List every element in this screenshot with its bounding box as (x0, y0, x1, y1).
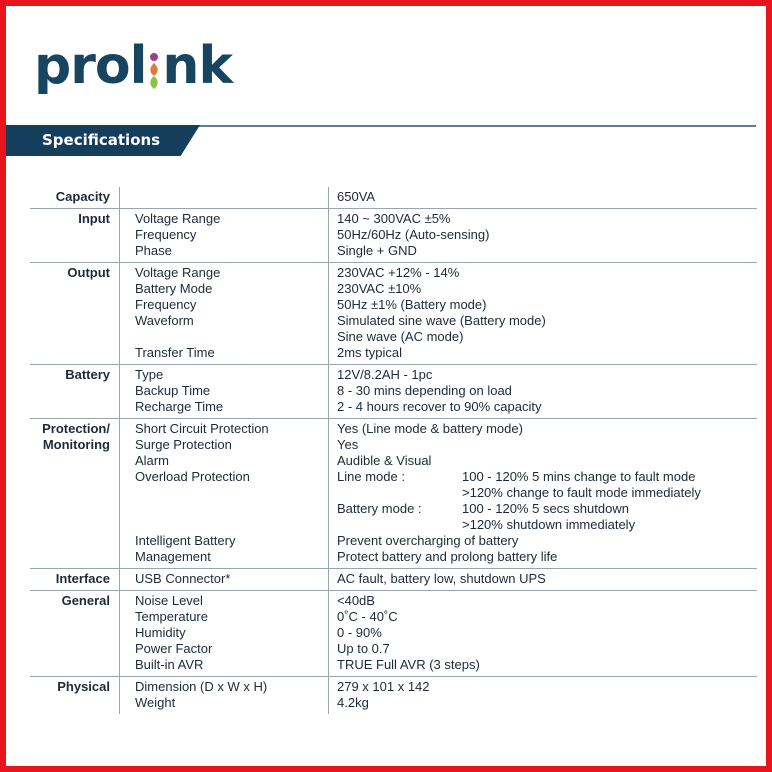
spec-category: Capacity (55, 189, 110, 204)
spec-label: Alarm (135, 453, 169, 468)
spec-value: 50Hz ±1% (Battery mode) (337, 297, 487, 312)
spec-category: Input (78, 211, 110, 226)
column-divider (119, 419, 120, 568)
spec-line (135, 227, 757, 243)
spec-value-cell (337, 679, 757, 695)
spec-value: 2ms typical (337, 345, 403, 360)
logo-i-glyph (146, 38, 162, 94)
spec-category: Physical (57, 679, 110, 694)
spec-label: Power Factor (135, 641, 213, 656)
spec-label: Humidity (135, 625, 186, 640)
spec-line (135, 679, 757, 695)
column-divider (328, 591, 329, 676)
spec-row (30, 263, 757, 365)
spec-line (135, 625, 757, 641)
spec-label: Short Circuit Protection (135, 421, 269, 436)
spec-label: Transfer Time (135, 345, 215, 360)
spec-line (135, 609, 757, 625)
spec-line (135, 313, 757, 329)
spec-row (30, 677, 757, 714)
spec-value-cell (337, 281, 757, 297)
spec-line (135, 189, 757, 205)
spec-value-cell (337, 485, 757, 501)
spec-line (135, 485, 757, 501)
column-divider (119, 263, 120, 364)
spec-label (135, 189, 337, 205)
spec-value: 650VA (337, 189, 376, 204)
spec-label (135, 485, 337, 501)
spec-line (135, 641, 757, 657)
spec-row (30, 419, 757, 569)
prolink-logo (34, 24, 232, 94)
column-divider (119, 591, 120, 676)
logo-text-part1: prol (34, 36, 147, 96)
spec-line (135, 281, 757, 297)
spec-value: 100 - 120% 5 secs shutdown (462, 501, 629, 516)
spec-value: 230VAC +12% - 14% (337, 265, 460, 280)
spec-row (30, 365, 757, 419)
column-divider (119, 677, 120, 714)
spec-value: Yes (337, 437, 359, 452)
spec-label: Frequency (135, 297, 197, 312)
column-divider (328, 677, 329, 714)
spec-value: 50Hz/60Hz (Auto-sensing) (337, 227, 490, 242)
spec-value-cell (337, 437, 757, 453)
spec-value-cell (337, 345, 757, 361)
spec-value: 140 ~ 300VAC ±5% (337, 211, 451, 226)
spec-value-cell (337, 571, 757, 587)
spec-value: Single + GND (337, 243, 417, 258)
spec-value: 100 - 120% 5 mins change to fault mode (462, 469, 696, 484)
spec-value: Yes (Line mode & battery mode) (337, 421, 523, 436)
spec-value-cell (337, 453, 757, 469)
spec-category: Protection/ Monitoring (42, 421, 110, 452)
spec-value-cell (337, 469, 757, 485)
spec-label: Waveform (135, 313, 194, 328)
spec-value: 8 - 30 mins depending on load (337, 383, 512, 398)
spec-label: Phase (135, 243, 172, 258)
spec-label: Built-in AVR (135, 657, 204, 672)
spec-value: <40dB (337, 593, 375, 608)
spec-value: Audible & Visual (337, 453, 432, 468)
spec-label: Recharge Time (135, 399, 224, 414)
spec-value-cell (337, 243, 757, 259)
spec-value: 0 - 90% (337, 625, 382, 640)
spec-line (135, 383, 757, 399)
spec-value-cell (337, 625, 757, 641)
spec-label: Surge Protection (135, 437, 232, 452)
spec-value: >120% shutdown immediately (462, 517, 636, 532)
spec-value-cell (337, 501, 757, 517)
spec-label: Intelligent Battery (135, 533, 236, 548)
spec-row (30, 209, 757, 263)
spec-value-cell (337, 297, 757, 313)
spec-category: Interface (55, 571, 110, 586)
spec-line (135, 533, 757, 549)
spec-label: Overload Protection (135, 469, 250, 484)
spec-category: General (61, 593, 110, 608)
spec-line (135, 367, 757, 383)
spec-label: Battery Mode (135, 281, 213, 296)
spec-label: Noise Level (135, 593, 203, 608)
spec-label: Voltage Range (135, 211, 221, 226)
spec-value-cell (337, 313, 757, 329)
spec-sublabel: Line mode : (337, 469, 405, 484)
column-divider (119, 187, 120, 208)
spec-label: Temperature (135, 609, 208, 624)
spec-value-cell (337, 609, 757, 625)
column-divider (119, 365, 120, 418)
logo-text-part2: nk (162, 36, 233, 96)
spec-value-cell (337, 329, 757, 345)
spec-line (135, 399, 757, 415)
section-title: Specifications (42, 131, 161, 149)
spec-value: >120% change to fault mode immediately (462, 485, 701, 500)
spec-value-cell (337, 265, 757, 281)
spec-label: Backup Time (135, 383, 211, 398)
spec-line (135, 549, 757, 565)
spec-value-cell (337, 641, 757, 657)
spec-line (135, 297, 757, 313)
column-divider (328, 187, 329, 208)
spec-sublabel: Battery mode : (337, 501, 422, 516)
spec-line (135, 211, 757, 227)
spec-value: 0˚C - 40˚C (337, 609, 398, 624)
spec-value-cell (337, 549, 757, 565)
spec-table (30, 187, 757, 714)
spec-value-cell (337, 383, 757, 399)
spec-value-cell (337, 399, 757, 415)
spec-label (135, 329, 337, 345)
spec-value-cell (337, 189, 757, 205)
spec-value-cell (337, 421, 757, 437)
column-divider (328, 209, 329, 262)
spec-line (135, 501, 757, 517)
spec-value: 4.2kg (337, 695, 369, 710)
spec-value-cell (337, 657, 757, 673)
spec-value: 12V/8.2AH - 1pc (337, 367, 433, 382)
spec-line (135, 345, 757, 361)
spec-line (135, 265, 757, 281)
spec-value: Simulated sine wave (Battery mode) (337, 313, 546, 328)
spec-label: Weight (135, 695, 176, 710)
spec-value-cell (337, 517, 757, 533)
spec-row (30, 187, 757, 209)
column-divider (328, 263, 329, 364)
spec-label: Management (135, 549, 211, 564)
spec-value-cell (337, 227, 757, 243)
spec-line (135, 329, 757, 345)
column-divider (328, 365, 329, 418)
spec-value: TRUE Full AVR (3 steps) (337, 657, 480, 672)
spec-value: Protect battery and prolong battery life (337, 549, 558, 564)
column-divider (119, 209, 120, 262)
spec-label: Frequency (135, 227, 197, 242)
spec-line (135, 437, 757, 453)
spec-label: Type (135, 367, 164, 382)
spec-value-cell (337, 211, 757, 227)
spec-value: Sine wave (AC mode) (337, 329, 464, 344)
spec-value: Up to 0.7 (337, 641, 390, 656)
spec-line (135, 469, 757, 485)
spec-value-cell (337, 533, 757, 549)
spec-line (135, 657, 757, 673)
spec-value-cell (337, 367, 757, 383)
spec-value-cell (337, 593, 757, 609)
spec-value: 2 - 4 hours recover to 90% capacity (337, 399, 542, 414)
spec-value: AC fault, battery low, shutdown UPS (337, 571, 546, 586)
column-divider (328, 569, 329, 590)
spec-line (135, 695, 757, 711)
column-divider (119, 569, 120, 590)
spec-value: Prevent overcharging of battery (337, 533, 519, 548)
spec-category: Battery (65, 367, 110, 382)
spec-category: Output (67, 265, 110, 280)
spec-row (30, 569, 757, 591)
spec-label (135, 501, 337, 517)
spec-row (30, 591, 757, 677)
spec-value: 230VAC ±10% (337, 281, 422, 296)
spec-value: 279 x 101 x 142 (337, 679, 430, 694)
spec-label: Voltage Range (135, 265, 221, 280)
spec-label: USB Connector* (135, 571, 231, 586)
column-divider (328, 419, 329, 568)
spec-value-cell (337, 695, 757, 711)
spec-label (135, 517, 337, 533)
spec-line (135, 517, 757, 533)
spec-line (135, 421, 757, 437)
spec-line (135, 243, 757, 259)
spec-label: Dimension (D x W x H) (135, 679, 268, 694)
spec-line (135, 453, 757, 469)
spec-line (135, 593, 757, 609)
spec-line (135, 571, 757, 587)
